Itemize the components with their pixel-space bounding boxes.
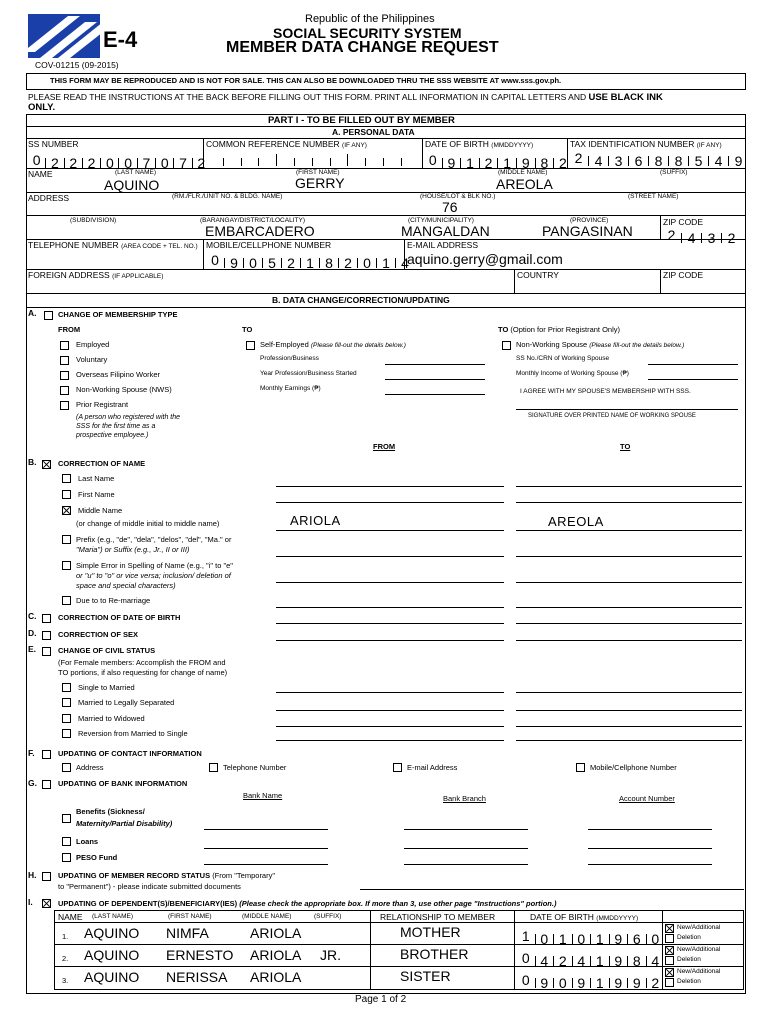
h-title-text: UPDATING OF MEMBER RECORD STATUS [58, 871, 211, 880]
zip-digit: 3 [701, 233, 721, 243]
reversion: Reversion from Married to Single [78, 729, 188, 738]
contact-telephone-checkbox[interactable] [209, 763, 218, 772]
ss-digit: 2 [82, 158, 100, 168]
dep-middle-name[interactable]: ARIOLA [250, 925, 302, 941]
b-checkbox[interactable] [42, 460, 51, 469]
loans-checkbox[interactable] [62, 837, 71, 846]
last-name-label: (LAST NAME) [115, 169, 157, 176]
dob-digit: 9 [516, 158, 535, 168]
dep-dob-digit: 1 [553, 934, 572, 944]
tin-digit: 4 [708, 156, 728, 166]
dep-dob-digit: 9 [609, 934, 628, 944]
first-name-option: First Name [78, 490, 115, 499]
ss-digit: 2 [45, 158, 63, 168]
dep-dob-digit: 8 [627, 956, 646, 966]
zip-digit: 2 [721, 233, 741, 243]
email-value[interactable]: aquino.gerry@gmail.com [407, 251, 563, 267]
form-title: MEMBER DATA CHANGE REQUEST [226, 39, 499, 56]
dep-dob-digit: 1 [521, 928, 530, 944]
simple-2: or "u" to "o" or vice versa; inclusion/ deletion of [76, 571, 231, 580]
dep-dob-digit: 0 [535, 934, 554, 944]
from-voluntary: Voluntary [76, 355, 108, 364]
self-employed-checkbox[interactable] [246, 341, 255, 350]
foreign-label [28, 271, 163, 281]
subdivision-label: (SUBDIVISION) [70, 217, 117, 224]
dep-dob-digit: 0 [553, 978, 572, 988]
contact-address-checkbox[interactable] [62, 763, 71, 772]
dep-dob-digit: 1 [590, 934, 609, 944]
crn-tick [258, 158, 259, 166]
from-employed-checkbox[interactable] [60, 341, 69, 350]
prefix-checkbox[interactable] [62, 535, 71, 544]
h-title [58, 872, 275, 880]
b-letter: B. [28, 457, 37, 467]
dob-digit: 1 [460, 158, 479, 168]
contact-email: E-mail Address [407, 763, 458, 772]
barangay-value[interactable]: EMBARCADERO [205, 223, 315, 239]
page-number: Page 1 of 2 [355, 994, 407, 1005]
dep-dob-digits[interactable] [517, 950, 664, 969]
dep-middle-name[interactable]: ARIOLA [250, 947, 302, 963]
tel-label-text: TELEPHONE NUMBER [28, 240, 119, 250]
dep-dob-digit: 4 [572, 956, 591, 966]
d-letter: D. [28, 628, 37, 638]
g-title: UPDATING OF BANK INFORMATION [58, 779, 188, 788]
mobile-digit: 4 [395, 258, 414, 268]
g-letter: G. [28, 778, 37, 788]
legally-separated-checkbox[interactable] [62, 698, 71, 707]
remarriage: Due to to Re-marriage [76, 596, 151, 605]
country-label: COUNTRY [517, 270, 559, 280]
h-note-2: to "Permanent") - please indicate submitted documents [58, 882, 241, 891]
dep-deletion-label: Deletion [677, 934, 701, 941]
instructions-end: ONLY. [28, 102, 56, 113]
ss-digit: 2 [64, 158, 82, 168]
dep-new-checkbox[interactable] [665, 968, 674, 977]
prior-note-2: SSS for the first time as a [76, 423, 156, 430]
to-header: TO [242, 325, 253, 334]
address-label: ADDRESS [28, 193, 70, 203]
to2-label: TO [498, 325, 509, 334]
nws-label: Non-Working Spouse [516, 340, 588, 349]
benefits-2: Maternity/Partial Disability) [76, 819, 173, 828]
tin-digit: 8 [668, 156, 688, 166]
street-label: (STREET NAME) [628, 193, 679, 200]
dep-new-label: New/Additional [677, 968, 721, 975]
income-label: Monthly Income of Working Spouse (₱) [516, 370, 629, 377]
mobile-digits[interactable] [206, 252, 414, 271]
last-name-checkbox[interactable] [62, 474, 71, 483]
widowed: Married to Widowed [78, 714, 145, 723]
form-code: E-4 [103, 27, 138, 52]
mobile-digit: 1 [300, 258, 319, 268]
city-label: (CITY/MUNICIPALITY) [408, 217, 474, 224]
zip-digit: 4 [681, 233, 701, 243]
ssno-label: SS No./CRN of Working Spouse [516, 355, 610, 362]
tin-label-text: TAX IDENTIFICATION NUMBER [570, 139, 695, 149]
republic-label: Republic of the Philippines [305, 13, 435, 25]
dep-dob-digit: 4 [646, 956, 665, 966]
sss-logo-icon [28, 14, 100, 58]
agree-label: I AGREE WITH MY SPOUSE'S MEMBERSHIP WITH SSS. [520, 388, 691, 395]
dep-dob-digit: 9 [627, 978, 646, 988]
dob-label [425, 140, 533, 150]
dep-new-checkbox[interactable] [665, 946, 674, 955]
dep-middle-name[interactable]: ARIOLA [250, 969, 302, 985]
dob-label-text: DATE OF BIRTH [425, 139, 489, 149]
dep-suffix[interactable]: JR. [320, 947, 341, 963]
from-ofw-checkbox[interactable] [60, 371, 69, 380]
e-letter: E. [28, 644, 37, 654]
loans: Loans [76, 837, 99, 846]
peso-checkbox[interactable] [62, 853, 71, 862]
zip-digit: 2 [667, 227, 676, 243]
c-title: CORRECTION OF DATE OF BIRTH [58, 613, 181, 622]
dep-dob-digit: 9 [609, 956, 628, 966]
col-to: TO [620, 442, 631, 451]
dep-suffix-label: (SUFFIX) [314, 913, 342, 920]
ss-digit: 7 [137, 158, 155, 168]
ss-digit: 7 [173, 158, 191, 168]
benefits-line-1: Benefits (Sickness/ [76, 807, 145, 816]
e-note-2: TO portions, if also requesting for change of name) [58, 668, 228, 677]
dob-digit: 9 [442, 158, 461, 168]
dep-dob-digit: 4 [535, 956, 554, 966]
contact-address: Address [76, 763, 104, 772]
tin-label [570, 140, 722, 150]
tin-digit: 9 [728, 156, 748, 166]
from-prior-checkbox[interactable] [60, 401, 69, 410]
ss-digit: 0 [118, 158, 136, 168]
dep-dob-digit: 2 [646, 978, 665, 988]
nws [516, 341, 684, 350]
h-letter: H. [28, 870, 37, 880]
prefix-2: "Maria") or Suffix (e.g., Jr., II or III) [76, 545, 190, 554]
dep-dob-digit: 9 [572, 978, 591, 988]
dep-relationship[interactable]: BROTHER [400, 946, 469, 962]
dep-last-name[interactable]: AQUINO [84, 947, 140, 963]
dob-digit: 8 [535, 158, 554, 168]
house-label: (HOUSE/LOT & BLK NO.) [420, 193, 496, 200]
province-label: (PROVINCE) [570, 217, 609, 224]
mobile-digit: 1 [376, 258, 395, 268]
a-checkbox[interactable] [44, 311, 53, 320]
self-employed [260, 341, 406, 350]
self-employed-label: Self-Employed [260, 340, 309, 349]
i-checkbox[interactable] [42, 899, 51, 908]
from-prior: Prior Registrant [76, 400, 129, 409]
crn-tick [294, 158, 295, 166]
dep-dob-digit: 9 [535, 978, 554, 988]
ss-digit: 0 [155, 158, 173, 168]
dep-middle-label: (MIDDLE NAME) [242, 913, 292, 920]
peso: PESO Fund [76, 853, 118, 862]
instructions-bold: USE BLACK INK [588, 92, 663, 103]
dob-digit: 1 [497, 158, 516, 168]
d-checkbox[interactable] [42, 631, 51, 640]
contact-mobile-checkbox[interactable] [576, 763, 585, 772]
a-letter: A. [28, 308, 37, 318]
c-letter: C. [28, 611, 37, 621]
crn-tick [330, 158, 331, 166]
single-married-checkbox[interactable] [62, 683, 71, 692]
from-ofw: Overseas Filipino Worker [76, 370, 161, 379]
tin-digit: 4 [588, 156, 608, 166]
prior-note-1: (A person who registered with the [76, 414, 181, 421]
crn-tick [312, 158, 313, 166]
dep-dob-digit: 0 [572, 934, 591, 944]
ss-label: SS NUMBER [28, 139, 79, 149]
to2-note: (Option for Prior Registrant Only) [510, 325, 620, 334]
dep-row-number: 1. [62, 932, 69, 941]
first-name-label: (FIRST NAME) [296, 169, 340, 176]
house-no-value[interactable]: 76 [442, 199, 458, 215]
dep-deletion-checkbox[interactable] [665, 934, 674, 943]
benefits-1 [76, 808, 145, 816]
mobile-digit: 0 [243, 258, 262, 268]
middle-to-value[interactable]: AREOLA [548, 514, 604, 529]
middle-from-value[interactable]: ARIOLA [290, 513, 341, 528]
last-name-value[interactable]: AQUINO [104, 177, 160, 193]
tin-digit: 2 [574, 150, 583, 166]
nws-checkbox[interactable] [502, 341, 511, 350]
h-note-1: (From "Temporary" [212, 871, 276, 880]
b-title: CORRECTION OF NAME [58, 459, 146, 468]
dep-first-name[interactable]: ERNESTO [166, 947, 234, 963]
nws-note: (Please fill-out the details below.) [589, 342, 685, 349]
contact-mobile: Mobile/Cellphone Number [590, 763, 677, 772]
dep-name-label: NAME [58, 912, 83, 922]
foreign-note: (IF APPLICABLE) [112, 273, 164, 280]
dep-dob-digits[interactable] [517, 972, 664, 991]
simple-1: Simple Error in Spelling of Name (e.g., "i" to "e" [76, 561, 233, 570]
legally-separated: Married to Legally Separated [78, 698, 175, 707]
to2-header [498, 326, 620, 334]
zip-digits[interactable] [662, 227, 741, 246]
dob-digits[interactable] [424, 152, 572, 171]
crn-tick [383, 158, 384, 166]
instructions-text [28, 93, 663, 103]
dep-dob-digit: 6 [627, 934, 646, 944]
dep-last-label: (LAST NAME) [92, 913, 134, 920]
self-employed-note: (Please fill-out the details below.) [310, 342, 406, 349]
dep-new-label: New/Additional [677, 924, 721, 931]
foreign-zip-label: ZIP CODE [663, 270, 703, 280]
f-title: UPDATING OF CONTACT INFORMATION [58, 749, 202, 758]
section-a-title: A. PERSONAL DATA [332, 127, 415, 137]
i-title-text: UPDATING OF DEPENDENT(S)/BENEFICIARY(IES) [58, 899, 238, 908]
middle-name-value[interactable]: AREOLA [496, 176, 553, 192]
dep-dob-label [530, 913, 638, 923]
dep-new-checkbox[interactable] [665, 924, 674, 933]
mobile-digit: 5 [262, 258, 281, 268]
tin-note: (IF ANY) [696, 142, 722, 149]
g-checkbox[interactable] [42, 780, 51, 789]
middle-note: (or change of middle initial to middle name) [76, 519, 220, 528]
tin-digit: 5 [688, 156, 708, 166]
crn-tick [365, 158, 366, 166]
ss-digit: 0 [32, 152, 41, 168]
a-title: CHANGE OF MEMBERSHIP TYPE [58, 310, 178, 319]
contact-email-checkbox[interactable] [393, 763, 402, 772]
part1-title: PART I - TO BE FILLED OUT BY MEMBER [268, 115, 455, 126]
dep-dob-digit: 1 [590, 956, 609, 966]
i-note: (Please check the appropriate box. If more than 3, use other page "Instructions" portion.) [239, 899, 557, 908]
c-checkbox[interactable] [42, 614, 51, 623]
account-number-header: Account Number [619, 794, 675, 803]
dep-dob-digit: 0 [521, 972, 530, 988]
mobile-digit: 0 [357, 258, 376, 268]
crn-tick [223, 158, 224, 166]
first-name-value[interactable]: GERRY [295, 175, 345, 191]
h-checkbox[interactable] [42, 872, 51, 881]
crn-tick [347, 154, 348, 166]
tin-digit: 3 [608, 156, 628, 166]
crn-tick [401, 158, 402, 166]
tin-digit: 6 [628, 156, 648, 166]
i-title [58, 900, 556, 908]
mobile-digit: 2 [281, 258, 300, 268]
dep-last-name[interactable]: AQUINO [84, 969, 140, 985]
foreign-label-text: FOREIGN ADDRESS [28, 270, 110, 280]
crn-note: (IF ANY) [342, 142, 367, 149]
dep-dob-digit: 2 [553, 956, 572, 966]
mobile-digit: 8 [319, 258, 338, 268]
dep-deletion-label: Deletion [677, 978, 701, 985]
unit-label: (RM./FLR./UNIT NO. & BLDG. NAME) [172, 193, 283, 200]
section-b-title: B. DATA CHANGE/CORRECTION/UPDATING [272, 295, 450, 305]
single-married: Single to Married [78, 683, 135, 692]
dep-new-label: New/Additional [677, 946, 721, 953]
dep-first-name[interactable]: NERISSA [166, 969, 228, 985]
ss-digit: 0 [100, 158, 118, 168]
dep-dob-label-text: DATE OF BIRTH [530, 912, 594, 922]
tel-label [28, 241, 198, 251]
dob-note: (MMDDYYYY) [491, 142, 534, 149]
sig-label: SIGNATURE OVER PRINTED NAME OF WORKING SPOUSE [528, 413, 696, 419]
from-nws-checkbox[interactable] [60, 386, 69, 395]
from-nws: Non-Working Spouse (NWS) [76, 385, 172, 394]
mobile-label: MOBILE/CELLPHONE NUMBER [206, 240, 332, 250]
middle-name-checkbox[interactable] [62, 506, 71, 515]
dep-deletion-label: Deletion [677, 956, 701, 963]
first-name-checkbox[interactable] [62, 490, 71, 499]
crn-tick [241, 158, 242, 166]
bank-branch-header: Bank Branch [443, 794, 486, 803]
dep-dob-digit: 9 [609, 978, 628, 988]
d-title: CORRECTION OF SEX [58, 630, 139, 639]
remarriage-checkbox[interactable] [62, 596, 71, 605]
tin-digits[interactable] [569, 150, 748, 169]
from-employed: Employed [76, 340, 110, 349]
email-label: E-MAIL ADDRESS [407, 240, 479, 250]
dob-digit: 0 [428, 152, 437, 168]
tin-digit: 8 [648, 156, 668, 166]
simple-3: space and special characters) [76, 581, 176, 590]
form-revision: COV-01215 (09-2015) [35, 60, 119, 70]
crn-tick [276, 154, 277, 166]
middle-name-label: (MIDDLE NAME) [498, 169, 548, 176]
sss-logo [28, 14, 100, 58]
dep-dob-digit: 0 [521, 950, 530, 966]
ss-digit: 2 [192, 158, 210, 168]
dep-dob-digit: 0 [646, 934, 665, 944]
barangay-label: (BARANGAY/DISTRICT/LOCALITY) [200, 217, 305, 224]
crn-label-text: COMMON REFERENCE NUMBER [206, 139, 340, 149]
city-value[interactable]: MANGALDAN [401, 223, 490, 239]
dep-first-label: (FIRST NAME) [168, 913, 212, 920]
province-value[interactable]: PANGASINAN [542, 223, 633, 239]
dep-relationship[interactable]: SISTER [400, 968, 451, 984]
prof-label: Profession/Business [260, 355, 319, 362]
tel-note: (AREA CODE + TEL. NO.) [121, 243, 198, 250]
dep-row-number: 2. [62, 954, 69, 963]
suffix-label: (SUFFIX) [660, 169, 688, 176]
e-note-1: (For Female members: Accomplish the FROM and [58, 658, 226, 667]
widowed-checkbox[interactable] [62, 714, 71, 723]
dep-first-name[interactable]: NIMFA [166, 925, 209, 941]
mobile-digit: 0 [211, 252, 219, 268]
dep-row-number: 3. [62, 976, 69, 985]
mobile-digit: 2 [338, 258, 357, 268]
mobile-digit: 9 [224, 258, 243, 268]
ss-number-digits[interactable] [28, 152, 210, 171]
e-checkbox[interactable] [42, 647, 51, 656]
zip-label: ZIP CODE [663, 217, 703, 227]
crn-label [206, 140, 367, 150]
instructions-main: PLEASE READ THE INSTRUCTIONS AT THE BACK BEFORE FILLING OUT THIS FORM. PRINT ALL INFORMATION IN CAPITAL LETTERS AND [28, 92, 589, 102]
dep-last-name[interactable]: AQUINO [84, 925, 140, 941]
bank-name-header: Bank Name [243, 791, 283, 800]
dob-digit: 2 [479, 158, 498, 168]
crn-ticks[interactable] [205, 150, 420, 166]
year-label: Year Profession/Business Started [260, 370, 357, 377]
dep-dob-digit: 1 [590, 978, 609, 988]
f-checkbox[interactable] [42, 750, 51, 759]
prefix-1: Prefix (e.g., "de", "dela", "delos", "del", "Ma." or [76, 535, 232, 544]
dep-deletion-checkbox[interactable] [665, 978, 674, 987]
from-voluntary-checkbox[interactable] [60, 356, 69, 365]
agency-name: SOCIAL SECURITY SYSTEM [273, 25, 462, 41]
dep-deletion-checkbox[interactable] [665, 956, 674, 965]
notice-text: THIS FORM MAY BE REPRODUCED AND IS NOT FOR SALE. THIS CAN ALSO BE DOWNLOADED THRU THE SSS WEBSITE AT www.sss.gov.ph. [50, 76, 562, 85]
i-letter: I. [28, 897, 33, 907]
col-from: FROM [373, 442, 396, 451]
e-title: CHANGE OF CIVIL STATUS [58, 646, 156, 655]
earn-label: Monthly Earnings (₱) [260, 385, 321, 392]
contact-telephone: Telephone Number [223, 763, 287, 772]
reversion-checkbox[interactable] [62, 729, 71, 738]
dob-digit: 2 [553, 158, 572, 168]
name-label: NAME [28, 169, 53, 179]
middle-name-option: Middle Name [78, 506, 123, 515]
f-letter: F. [28, 748, 35, 758]
dep-relationship-label: RELATIONSHIP TO MEMBER [380, 912, 496, 922]
prior-note-3: prospective employee.) [76, 432, 149, 439]
benefits-checkbox[interactable] [62, 814, 71, 823]
last-name-option: Last Name [78, 474, 115, 483]
simple-error-checkbox[interactable] [62, 561, 71, 570]
dep-dob-digits[interactable] [517, 928, 664, 947]
dep-relationship[interactable]: MOTHER [400, 924, 461, 940]
from-header: FROM [58, 325, 81, 334]
dep-dob-note: (MMDDYYYY) [596, 915, 639, 922]
